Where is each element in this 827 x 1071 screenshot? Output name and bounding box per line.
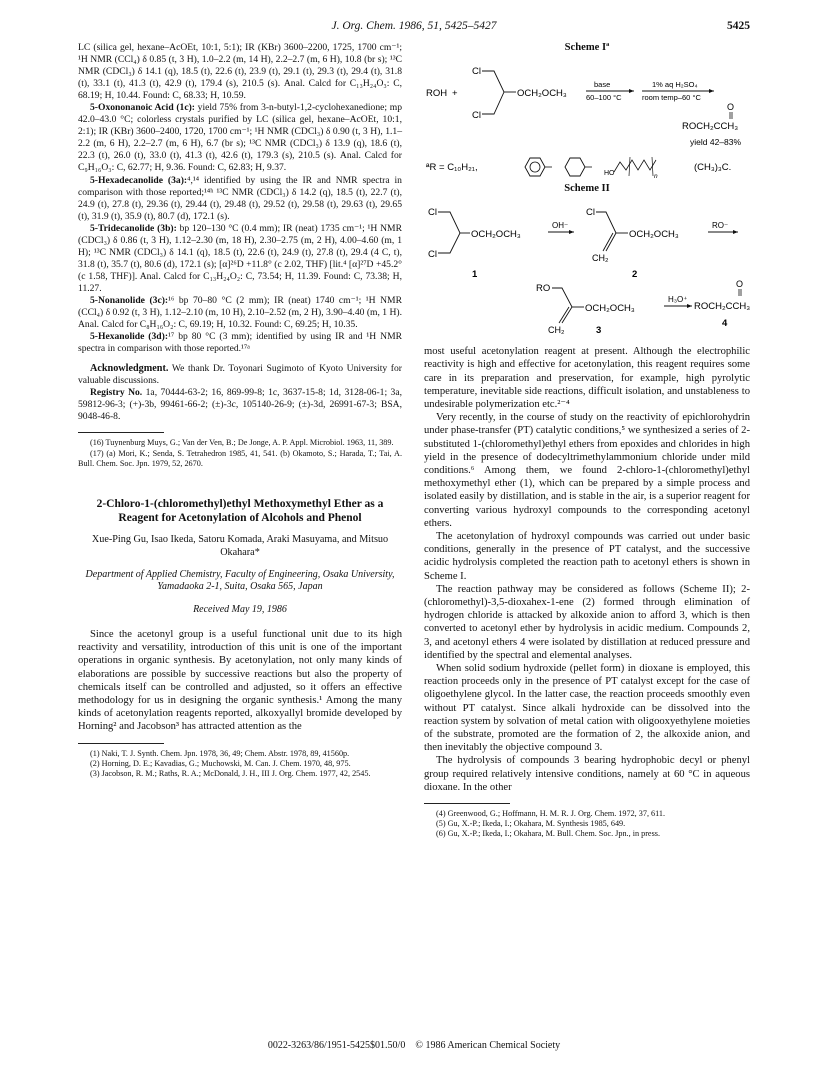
acknowledgment bbox=[78, 363, 402, 387]
scheme2-arrowhead3 bbox=[687, 304, 692, 308]
scheme1-footnote-end: (CH₃)₃C. bbox=[694, 162, 732, 174]
scheme2-arrowhead1 bbox=[569, 230, 574, 234]
right-paragraph-5: When solid sodium hydroxide (pellet form) in dioxane is employed, this reaction proceeds only in the presence of PT catalyst except for the case of oligoethylene glycol. In the latter case, the reaction proceeds smoothly even without PT catalyst. Since alkali hydroxide can be dissolved into the reaction system by solvation of metal cation with oligooxyethylene moieties of the substrate, promoted are the formation of 2, the alkoxide anion, and then inevitably the objective compound 3. bbox=[424, 662, 750, 754]
arrow3-label: H₃O⁺ bbox=[668, 295, 688, 305]
compound-number-4: 4 bbox=[722, 318, 728, 330]
scheme2-cl-bottom: Cl bbox=[428, 249, 437, 261]
compound-3a-paragraph bbox=[78, 175, 402, 223]
scheme1-cond1-bottom: 60–100 °C bbox=[586, 93, 622, 103]
scheme2-cl-top: Cl bbox=[428, 207, 437, 219]
scheme1-cond2-bottom: room temp–60 °C bbox=[642, 93, 701, 103]
intro-paragraph: Since the acetonyl group is a useful functional unit due to its high reactivity and versatility, introduction of this unit is one of the important operations in organic synthesis. By acetonylation, not only many kinds of elaborations are possible by successive reactions but also the property of chemicals itself can be controlled and adjusted, so it offers an effective methodology for us in designing the organic synthesis.¹ Among the many kinds of acetonylation reagents reported, alkoxyallyl bromide developed by Horning² and Jacobson³ has attracted attention as the bbox=[78, 628, 402, 733]
compound4-oxygen: O bbox=[736, 279, 744, 290]
footnote-5: (5) Gu, X.-P.; Ikeda, I.; Okahara, M. Synthesis 1985, 649. bbox=[436, 819, 626, 829]
compound-3d-heading: 5-Hexanolide (3d): bbox=[90, 331, 169, 343]
compound-1c-heading: 5-Oxononanoic Acid (1c): bbox=[90, 102, 195, 114]
compound3-ch2: CH₂ bbox=[548, 325, 565, 336]
compound-3a-heading: 5-Hexadecanolide (3a): bbox=[90, 174, 188, 186]
ho-label: HO bbox=[604, 170, 615, 178]
right-paragraph-4: The reaction pathway may be considered as follows (Scheme II); 2-(chloromethyl)-3,5-dioxahex-1-ene (2) formed through elimination of hydrogen chloride is attacked by alkoxide anion to afford 3, which is then converted to acetonyl ether by hydrolysis in acidic medium. Compounds 2, 3, and acetonyl ethers 4 were isolated by distillation at reduced pressure and identified by the spectral and elemental analyses. bbox=[424, 583, 750, 661]
left-column bbox=[78, 42, 402, 779]
spectral-data-paragraph: LC (silica gel, hexane–AcOEt, 10:1, 5:1); IR (KBr) 3600–2200, 1725, 1700 cm⁻¹; ¹H NMR (CCl₄) δ 0.85 (t, 3 H), 1.0–2.2 (m, 14 H), 2.2–2.7 (m, 6 H), 10.8 (br s); ¹³C NMR (CDCl₃) δ 14.1 (q), 18.5 (t), 22.6 (t), 23.9 (t), 29.1 (t), 29.3 (t), 29.4 (t), 31.8 (t), 33.1 (t), 41.3 (t), 42.9 (t), 179.4 (s), 210.5 (s). Anal. Calcd for C₁₃H₂₄O₃: C, 68.19; H, 10.44. Found: C, 68.33; H, 10.59. bbox=[78, 42, 402, 102]
journal-name: J. Org. Chem. bbox=[331, 20, 396, 32]
page-number: 5425 bbox=[727, 20, 750, 32]
acknowledgment-heading: Acknowledgment. bbox=[90, 363, 169, 375]
registry-text: 1a, 70444-63-2; 16, 869-99-8; 1c, 3637-15-8; 1d, 3128-06-1; 3a, 59812-96-3; (+)-3b, 99461-66-2; (±)-3c, 105140-26-9; (±)-3d, 26991-67-3; BSA, 9048-46-8. bbox=[78, 387, 403, 423]
compound3-group: OCH₂OCH₃ bbox=[585, 303, 635, 315]
article-affiliation: Department of Applied Chemistry, Faculty of Engineering, Osaka University, Yamadaoka 2-1, Suita, Osaka 565, Japan bbox=[85, 568, 395, 593]
footnote-2: (2) Horning, D. E.; Kavadias, G.; Muchowski, M. Can. J. Chem. 1970, 48, 975. bbox=[90, 758, 351, 768]
scheme-1-structure bbox=[424, 54, 750, 179]
plus-sign: + bbox=[452, 88, 458, 100]
compound3-upper-bond bbox=[552, 288, 572, 307]
registry-numbers bbox=[78, 387, 402, 423]
footnote-16: (16) Tuynenburg Muys, G.; Van der Ven, B.; De Jonge, A. P. Appl. Microbiol. 1963, 11, 389. bbox=[90, 438, 394, 448]
right-paragraph-3: The acetonylation of hydroxyl compounds was carried out under basic conditions, generally in the presence of PT catalyst, and the successive acidic hydrolysis completed the reaction path to acetonyl ethers is shown in Scheme I. bbox=[424, 530, 750, 582]
journal-year-volume: 1986, 51, 5425–5427 bbox=[398, 20, 497, 32]
roh-label: ROH bbox=[426, 88, 448, 100]
right-paragraph-6: The hydrolysis of compounds 3 bearing hydrophobic decyl or phenyl group required relatively intensive conditions, namely at 60 °C in aqueous dioxane. In the other bbox=[424, 755, 750, 793]
journal-citation bbox=[78, 20, 750, 32]
article-authors: Xue-Ping Gu, Isao Ikeda, Satoru Komada, Araki Masuyama, and Mitsuo Okahara* bbox=[91, 533, 389, 558]
compound-number-1: 1 bbox=[472, 269, 478, 281]
compound-3d-paragraph bbox=[78, 331, 402, 355]
right-paragraph-1: most useful acetonylation reagent at present. Although the electrophilic reactivity is high and effective for acetonylation, this reagent requires some care in its preparation and preservation, for example, high pyrolytic temperature, inevitable side reactions, difficult isolation, and unstableness to undesirable polymerization etc.²⁻⁴ bbox=[424, 346, 750, 410]
compound-3b-paragraph bbox=[78, 223, 402, 295]
repeat-brackets bbox=[629, 157, 653, 176]
right-paragraph-2: Very recently, in the course of study on the reactivity of epichlorohydrin under phase-transfer (PT) catalytic conditions,⁵ we synthesized a series of 2-substituted 1-(chloromethyl)ethyl ethers from epoxides and chlorides in high yield in the presence of dodecyltrimethylammonium chloride under mild conditions.⁶ Among them, we found 2-chloro-1-(chloromethyl)ethyl methoxymethyl ether (1), which can be prepared by a simple process and isolated easily by distillation, and is stable in the air, is a superior reagent for converting various hydroxyl compounds to the corresponding acetonyl ethers. bbox=[424, 412, 750, 529]
scheme-1 bbox=[424, 42, 750, 179]
compound-3c-heading: 5-Nonanolide (3c): bbox=[90, 294, 169, 306]
footnote-3: (3) Jacobson, R. M.; Raths, R. A.; McDonald, J. H., III J. Org. Chem. 1977, 42, 2545. bbox=[90, 768, 371, 778]
scheme1-skeleton bbox=[482, 71, 504, 114]
phenyl-ring-icon bbox=[525, 158, 545, 176]
compound-3d-text: ¹⁷ bp 80 °C (3 mm); identified by using IR and ¹H NMR spectra in comparison with those reported.¹⁷ᵃ bbox=[78, 331, 402, 355]
page-footer bbox=[78, 1040, 750, 1051]
compound-number-3: 3 bbox=[596, 325, 602, 336]
arrow2-label: RO⁻ bbox=[712, 221, 729, 231]
compound-1c-text: yield 75% from 3-n-butyl-1,2-cyclohexanedione; mp 42.0–43.0 °C; colorless crystals purified by LC (silica gel, hexane–AcOEt, 10:1, 2:1); IR (KBr) 3600–2400, 1720, 1700 cm⁻¹; ¹H NMR (CDCl₃) δ 0.90 (t, 3 H), 1.1–2.2 (m, 6 H), 2.2–2.7 (m, 6 H), 6.7 (br s); ¹³C NMR (CDCl₃) δ 13.9 (q), 18.6 (t), 22.3 (t), 26.0 (t), 33.0 (t), 41.3 (t), 42.6 (t), 179.3 (s), 210.5 (s). Anal. Calcd for C₉H₁₆O₃: C, 62.77; H, 9.36. Found: C, 62.83; H, 9.37. bbox=[78, 102, 402, 174]
scheme-2-title: Scheme II bbox=[564, 183, 610, 195]
compound-3c-paragraph bbox=[78, 295, 402, 331]
scheme1-cl-bottom: Cl bbox=[472, 110, 481, 122]
scheme1-cond1-top: base bbox=[594, 80, 611, 90]
footnote-1: (1) Naki, T. J. Synth. Chem. Jpn. 1978, 36, 49; Chem. Abstr. 1978, 89, 41560p. bbox=[90, 748, 350, 758]
phenyl-aromatic-circle bbox=[530, 162, 540, 172]
scheme1-cl-top: Cl bbox=[472, 66, 481, 78]
scheme1-yield: yield 42–83% bbox=[690, 137, 742, 148]
scheme-2 bbox=[424, 183, 750, 335]
compound4-formula: ROCH₂CCH₃ bbox=[694, 301, 750, 313]
right-body bbox=[424, 345, 750, 794]
cyclohexyl-ring-icon bbox=[565, 158, 585, 176]
footnote-6: (6) Gu, X.-P.; Ikeda, I.; Okahara, M. Bull. Chem. Soc. Jpn., in press. bbox=[436, 829, 660, 839]
right-column bbox=[424, 42, 750, 839]
compound2-group: OCH₂OCH₃ bbox=[629, 229, 679, 241]
repeat-n-label: n bbox=[654, 173, 658, 180]
compound2-ch2: CH₂ bbox=[592, 253, 609, 264]
scheme1-product-oxygen: O bbox=[727, 102, 735, 113]
compound2-upper-bond bbox=[596, 212, 616, 233]
footnote-4: (4) Greenwood, G.; Hoffmann, H. M. R. J. Org. Chem. 1972, 37, 611. bbox=[436, 809, 666, 818]
scheme1-arrowhead2 bbox=[709, 89, 714, 93]
arrow1-label: OH⁻ bbox=[552, 221, 569, 231]
right-footnote-divider bbox=[424, 803, 510, 804]
footnote-17: (17) (a) Mori, K.; Senda, S. Tetrahedron 1985, 41, 541. (b) Okamoto, S.; Harada, T.; Tai, A. Bull. Chem. Soc. Jpn. 1979, 52, 2670. bbox=[78, 448, 402, 468]
scheme1-product: ROCH₂CCH₃ bbox=[682, 121, 739, 133]
article-title: 2-Chloro-1-(chloromethyl)ethyl Methoxymethyl Ether as a Reagent for Acetonylation of Alcohols and Phenol bbox=[96, 497, 384, 524]
scheme1-arrowhead1 bbox=[629, 89, 634, 93]
scheme-2-structure bbox=[424, 195, 750, 335]
article-code: 0022-3263/86/1951-5425$01.50/0 bbox=[267, 1040, 406, 1051]
registry-heading: Registry No. bbox=[90, 387, 143, 399]
copyright: © 1986 American Chemical Society bbox=[415, 1040, 561, 1051]
compound2-cl: Cl bbox=[586, 207, 595, 219]
footnote-divider bbox=[78, 432, 164, 433]
oligoethylene-chain bbox=[614, 160, 656, 172]
compound-3b-heading: 5-Tridecanolide (3b): bbox=[90, 222, 177, 234]
acknowledgment-text: We thank Dr. Toyonari Sugimoto of Kyoto University for valuable discussions. bbox=[78, 363, 402, 387]
compound1-group: OCH₂OCH₃ bbox=[471, 229, 521, 241]
compound-1c-paragraph bbox=[78, 102, 402, 174]
scheme2-arrowhead2 bbox=[733, 230, 738, 234]
running-header bbox=[78, 20, 750, 38]
compound-number-2: 2 bbox=[632, 269, 638, 281]
scheme1-reagent-group: OCH₂OCH₃ bbox=[517, 88, 567, 100]
compound3-ro: RO bbox=[536, 283, 551, 295]
compound-3a-text: ⁴,¹⁴ identified by using the IR and NMR spectra in comparison with those reported;¹⁴ʰ ¹³C NMR (CDCl₃) δ 14.2 (q), 18.5 (t), 22.7 (t), 24.9 (t), 27.8 (t), 29.36 (t), 29.44 (t), 29.48 (t), 29.52 (t), 29.58 (t), 29.63 (t), 29.65 (t), 31.9 (t), 35.9 (t), 80.7 (d), 172.1 (s). bbox=[78, 174, 402, 222]
compound1-skeleton bbox=[438, 212, 460, 253]
footnote-divider-2 bbox=[78, 743, 164, 744]
scheme-1-title: Scheme Iª bbox=[564, 42, 610, 53]
compound-3b-text: bp 120–130 °C (0.4 mm); IR (neat) 1735 cm⁻¹; ¹H NMR (CDCl₃) δ 0.86 (t, 3 H), 1.12–2.30 (m, 18 H), 2.30–2.75 (m, 2 H), 4.00–4.60 (m, 1 H); ¹³C NMR (CDCl₃) δ 14.1 (q), 18.5 (t), 22.6 (t), 24.9 (t), 27.8 (t), 29.4 (4 C, t), 31.8 (t), 35.7 (t), 80.6 (d), 172.1 (s); [α]²⁶D +11.8° (c 2.02, THF) [lit.⁴ [α]²⁷D +45.2° (c 1.58, THF)]. Anal. Calcd for C₁₃H₂₄O₂: C, 73.54; H, 11.39. Found: C, 73.38; H, 11.27. bbox=[78, 222, 402, 294]
scheme1-footnote-lead: ªR = C₁₀H₂₁, bbox=[426, 162, 478, 174]
scheme1-cond2-top: 1% aq H₂SO₄ bbox=[652, 80, 698, 90]
received-date: Received May 19, 1986 bbox=[193, 603, 287, 615]
compound-3c-text: ¹⁶ bp 70–80 °C (2 mm); IR (neat) 1740 cm⁻¹; ¹H NMR (CCl₄) δ 0.92 (t, 3 H), 1.12–2.10 (m, 10 H), 2.10–2.52 (m, 2 H), 3.90–4.40 (m, 1 H). Anal. Calcd for C₈H₁₆O₂: C, 69.19; H, 10.32. Found: C, 69.25; H, 10.35. bbox=[78, 294, 402, 331]
